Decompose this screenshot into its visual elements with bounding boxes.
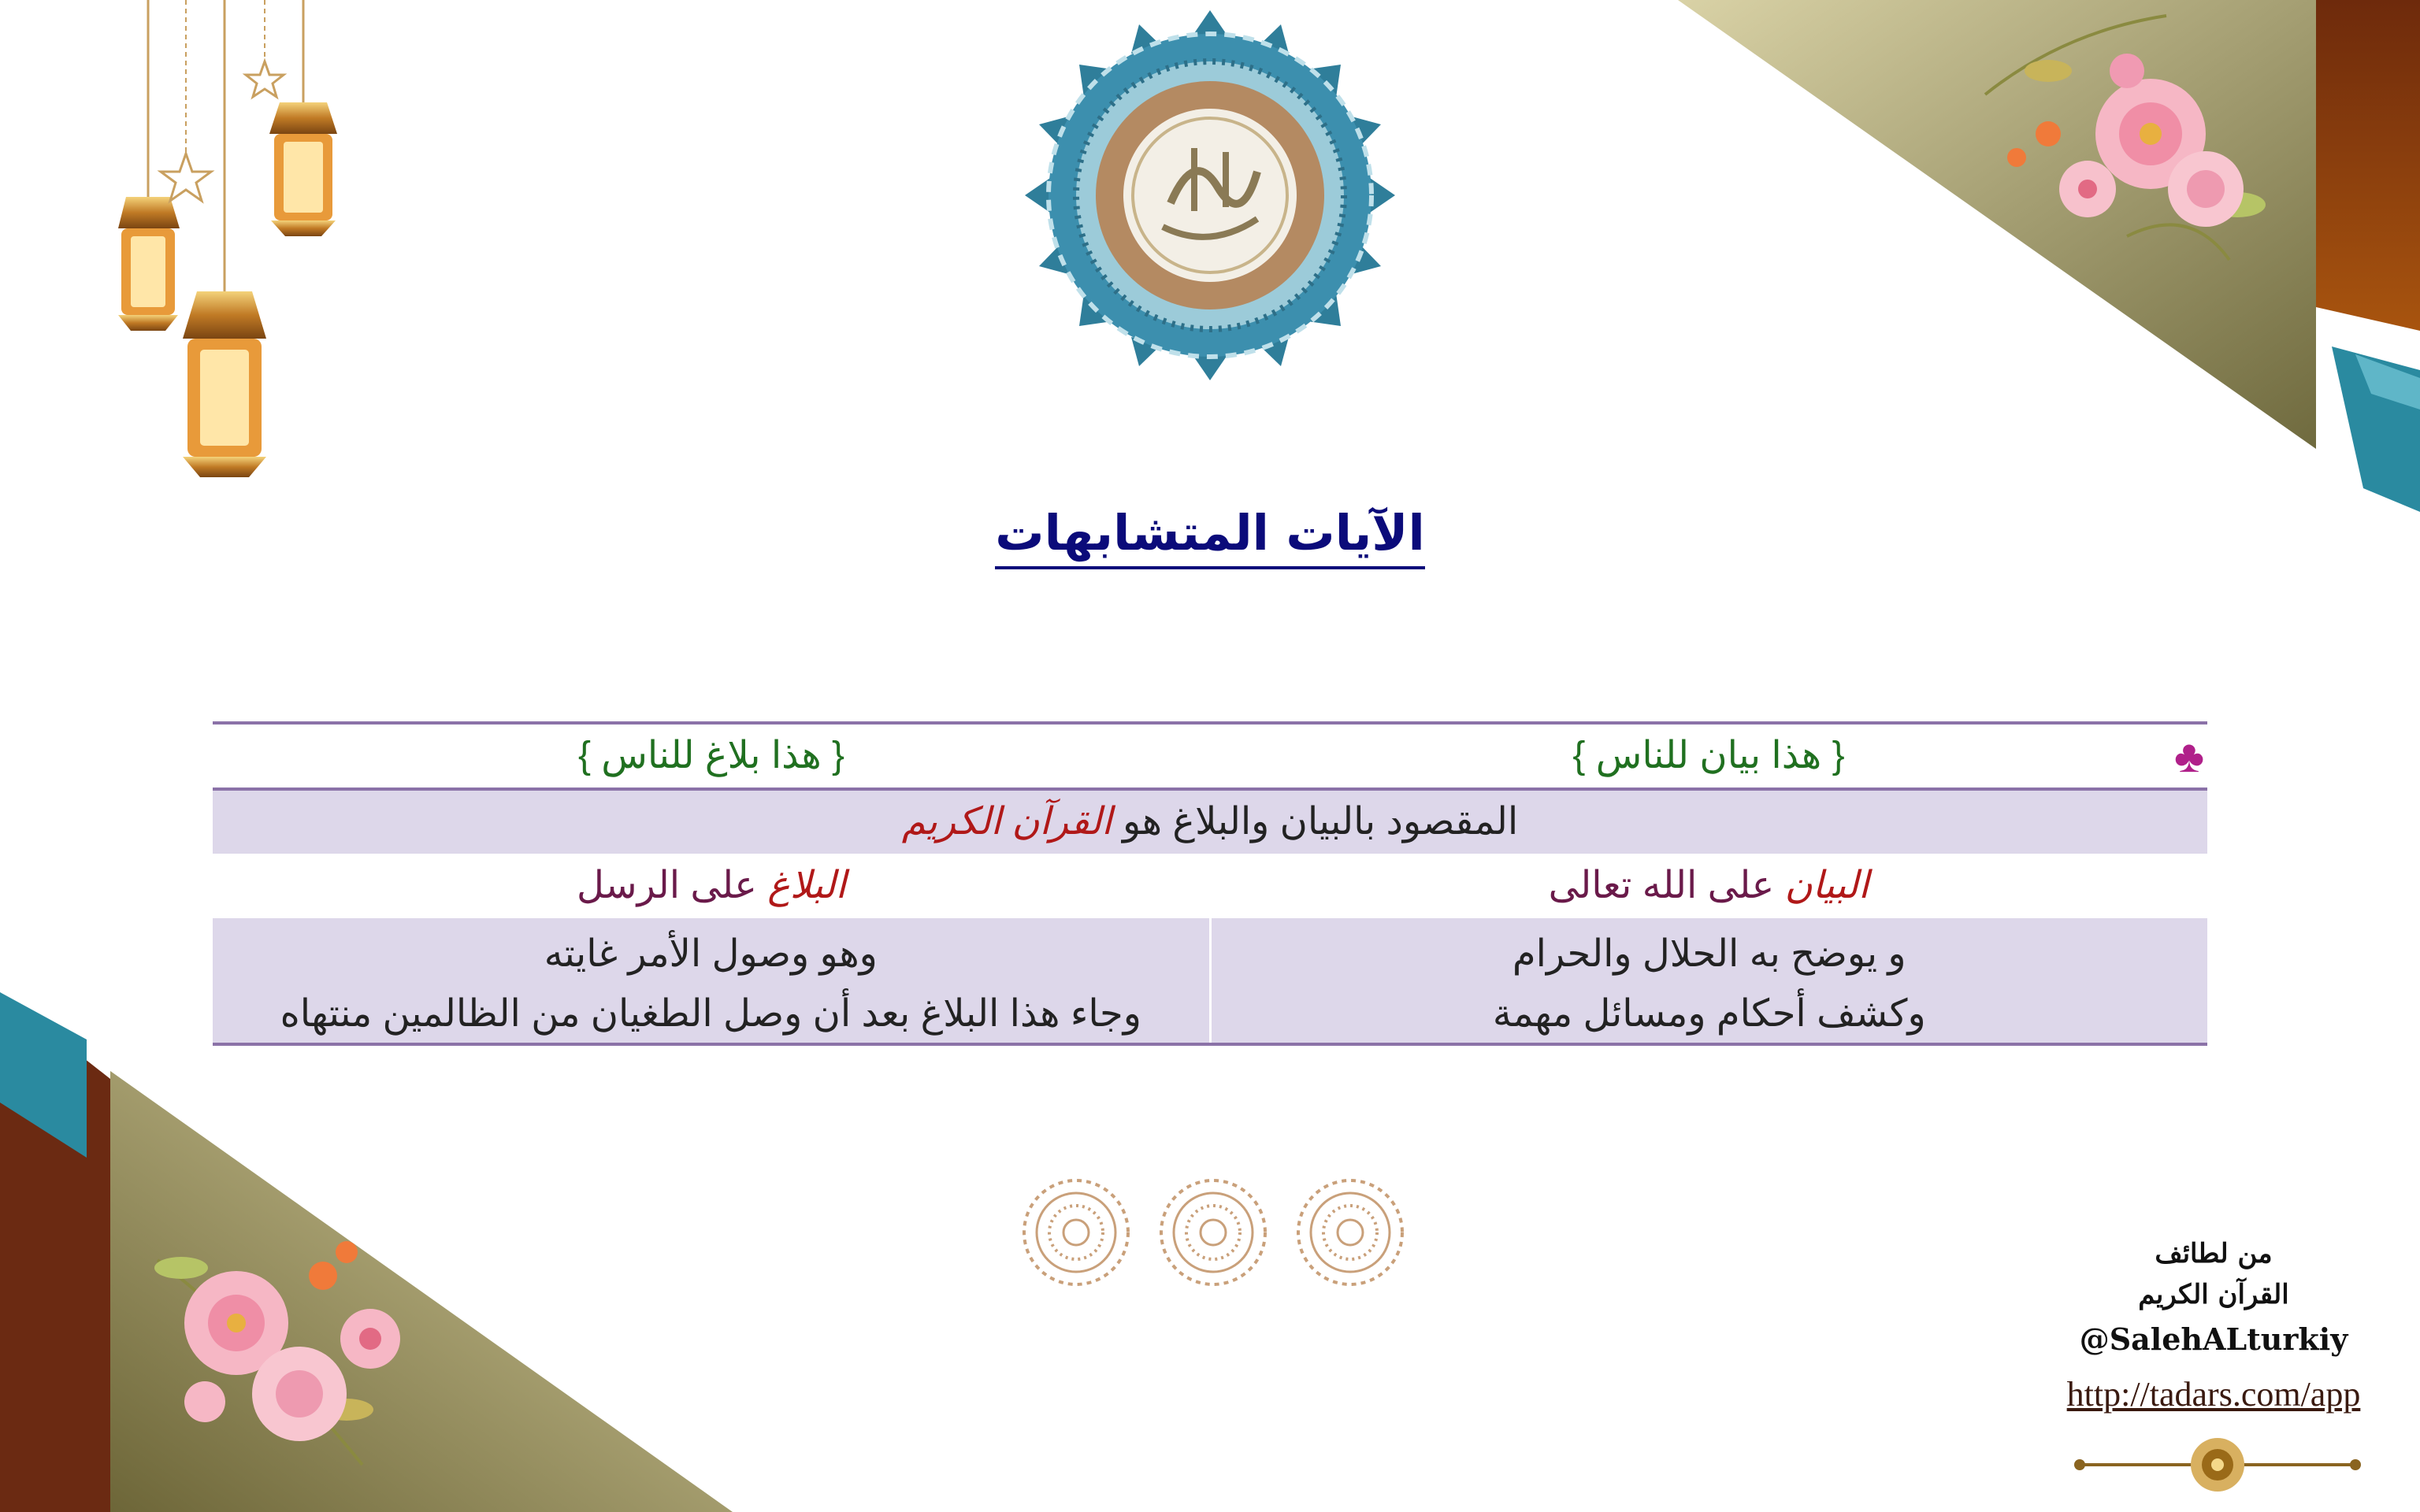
signature-handle: @SalehALturkiy [2079,1321,2348,1357]
rosette-icon [1024,1180,1128,1284]
lantern-icon [269,0,337,236]
ornament-divider-icon [2074,1438,2361,1492]
balagh-line-1: وهو وصول الأمر غايته [544,933,878,975]
table-row [213,918,2207,1046]
bayan-line-2: وكشف أحكام ومسائل مهمة [1492,993,1926,1035]
bayan-line-1: و يوضح به الحلال والحرام [1512,933,1906,975]
bayan-explanation [1209,918,2208,1043]
balagh-attribution [213,854,1210,918]
page-title-text: الآيات المتشابهات [995,504,1424,569]
page-title [0,504,2420,561]
lantern-icon [118,0,180,331]
meaning-text [213,791,2207,854]
bottom-left-corner [0,992,733,1512]
signature-line-1: من لطائف [2155,1238,2273,1269]
meaning-prefix: المقصود بالبيان والبلاغ هو [1112,801,1519,843]
meaning-highlight: القرآن الكريم [901,801,1112,843]
star-icon [246,0,284,97]
lantern-icon [183,0,266,477]
balagh-line-2: وجاء هذا البلاغ بعد أن وصل الطغيان من الظالمين منتهاه [280,993,1141,1035]
balagh-explanation [213,918,1209,1043]
table-row [213,791,2207,854]
rosette-icon [1161,1180,1265,1284]
table-row [213,721,2207,791]
verse-bayan: { هذا بيان للناس } [1572,735,1845,776]
signature-line-2: القرآن الكريم [2138,1279,2289,1310]
bayan-word: البيان [1784,865,1869,906]
bayan-attribution [1210,854,2207,918]
comparison-table [213,721,2207,1046]
table-row [213,854,2207,918]
club-icon: ♣ [2173,731,2204,782]
star-icon [161,0,211,201]
balagh-word: البلاغ [767,865,846,906]
bayan-rest: على الله تعالى [1548,865,1785,906]
rosette-icon [1298,1180,1402,1284]
verse-balagh: { هذا بلاغ للناس } [577,735,845,776]
balagh-rest: على الرسل [577,865,768,906]
quran-medallion-icon [1025,10,1395,380]
app-link[interactable]: http://tadars.com/app [2066,1375,2361,1414]
